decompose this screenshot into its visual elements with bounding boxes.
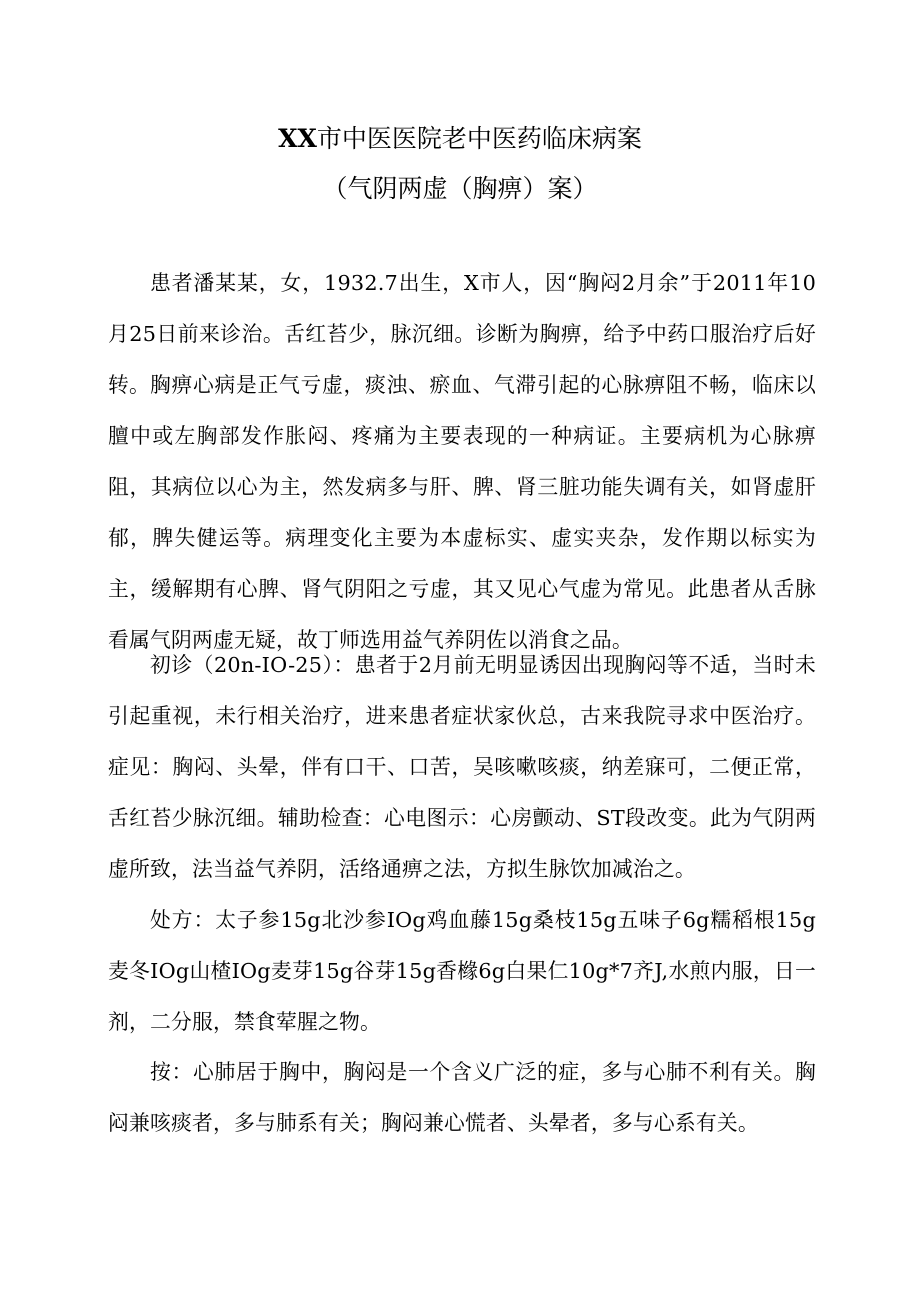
paragraph-disease-overview: 胸痹心病是正气亏虚，痰浊、瘀血、气滞引起的心脉痹阻不畅，临床以膻中或左胸部发作胀闷、疼痛为主要表现的一种病证。主要病机为心脉痹阻，其病位以心为主，然发病多与肝、脾、肾三脏功能失调有关，如肾虚肝郁，脾失健运等。病理变化主要为本虚标实、虚实夹杂，发作期以标实为主，缓解期有心脾、肾气阴阳之亏虚，其又见心气虚为常见。此患者从舌脉看属气阴两虚无疑，故丁师选用益气养阴佐以消食之品。 bbox=[108, 373, 816, 652]
paragraph-first-visit: 初诊（20n-IO-25）：患者于2月前无明显诱因出现胸闷等不适，当时未引起重视，未行相关治疗，进来患者症状家伙总，古来我院寻求中医治疗。症见：胸闷、头晕，伴有口干、口苦，吴咳嗽咳痰，纳差寐可，二便正常，舌红苔少脉沉细。辅助检查：心电图示：心房颤动、ST段改变。此为气阴两虚所致，法当益气养阴，活络通痹之法，方拟生脉饮加减治之。 bbox=[108, 653, 816, 881]
document-title bbox=[0, 122, 920, 156]
title-prefix: XX bbox=[278, 124, 317, 153]
paragraph-patient-info: 患者潘某某，女，1932.7出生，X市人，因“胸闷2月余”于2011年10月25日前来诊治。舌红苔少，脉沉细。诊断为胸痹，给予中药口服治疗后好转。 bbox=[108, 271, 816, 397]
title-text: 市中医医院老中医药临床病案 bbox=[316, 124, 642, 153]
paragraph-prescription: 处方：太子参15g北沙参IOg鸡血藤15g桑枝15g五味子6g糯稻根15g麦冬IOg山楂IOg麦芽15g谷芽15g香橼6g白果仁10g*7齐J,水煎内服，日一剂，二分服，禁食荤腥之物。 bbox=[108, 908, 816, 1034]
paragraph-commentary: 按：心肺居于胸中，胸闷是一个含义广泛的症，多与心肺不利有关。胸闷兼咳痰者，多与肺系有关；胸闷兼心慌者、头晕者，多与心系有关。 bbox=[108, 1060, 816, 1135]
document-subtitle: （气阴两虚（胸痹）案） bbox=[322, 174, 598, 203]
